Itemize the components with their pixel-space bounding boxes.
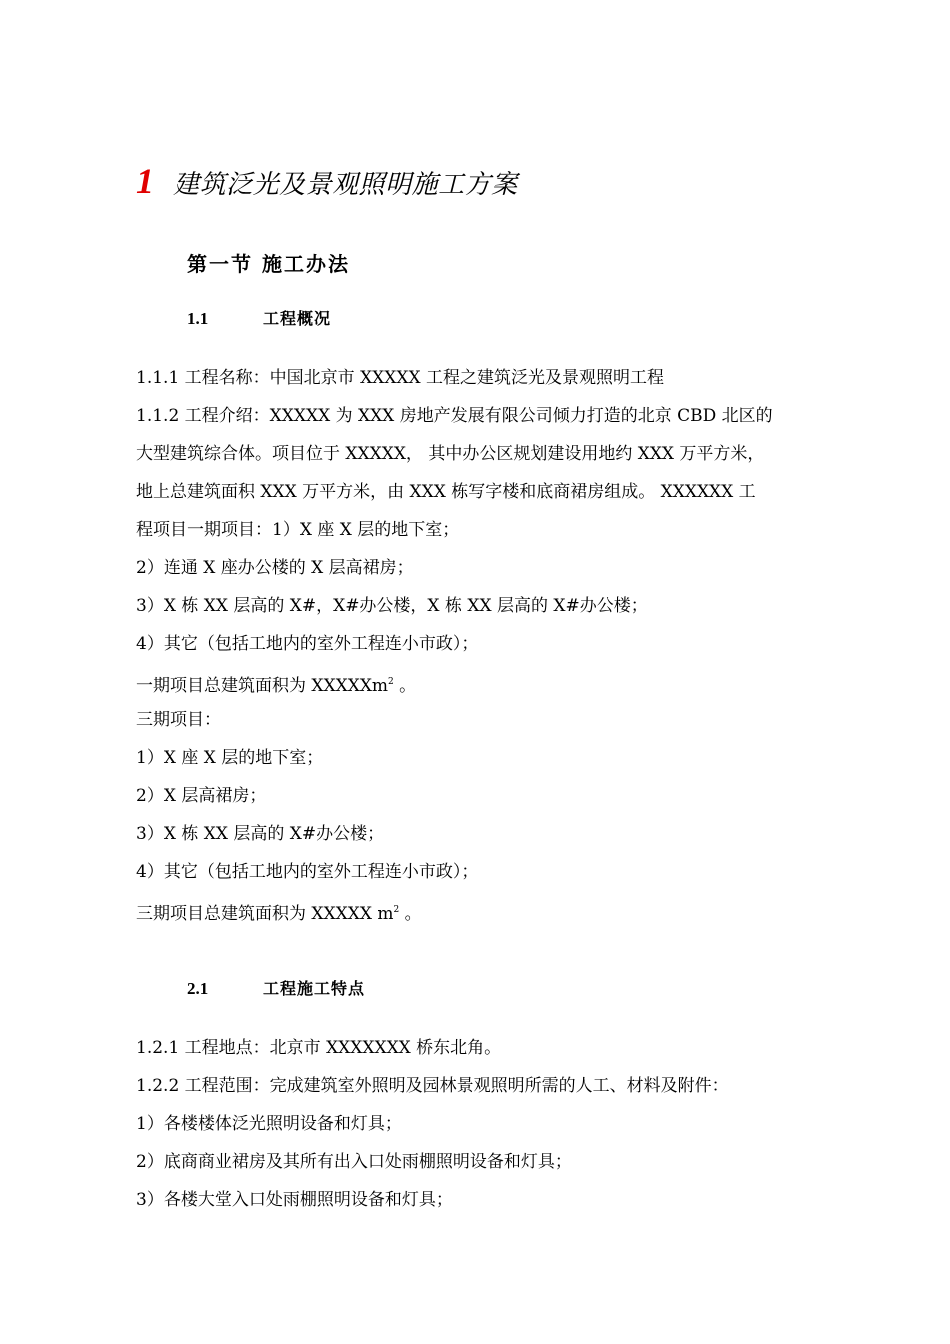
paragraph-line: 3）X 栋 XX 层高的 X#，X#办公楼，X 栋 XX 层高的 X#办公楼；	[136, 596, 648, 616]
superscript-2: 2	[388, 677, 394, 687]
paragraph-line: 1.1.2 工程介绍：XXXXX 为 XXX 房地产发展有限公司倾力打造的北京 CBD 北区的	[136, 406, 773, 426]
paragraph-line: 地上总建筑面积 XXX 万平方米，由 XXX 栋写字楼和底商裙房组成。 XXXXXX 工	[136, 482, 756, 502]
paragraph-line: 1.2.1 工程地点：北京市 XXXXXXX 桥东北角。	[136, 1038, 502, 1058]
superscript-2: 2	[393, 905, 400, 915]
subsection-number: 1.1	[187, 309, 209, 328]
subsection-title: 工程概况	[263, 309, 332, 328]
section-title: 第一节 施工办法	[187, 252, 350, 276]
paragraph-line: 大型建筑综合体。项目位于 XXXXX， 其中办公区规划建设用地约 XXX 万平方米，	[136, 444, 765, 464]
subsection-heading-1	[187, 306, 331, 329]
chapter-heading	[136, 160, 518, 202]
paragraph-line: 2）连通 X 座办公楼的 X 层高裙房；	[136, 558, 414, 578]
paragraph-line: 2）X 层高裙房；	[136, 786, 267, 806]
phase1-total-end: 。	[393, 676, 417, 696]
phase1-total	[136, 672, 416, 696]
paragraph-line: 1）X 座 X 层的地下室；	[136, 748, 324, 768]
phase3-total-end: 。	[399, 904, 422, 924]
paragraph-line: 2）底商商业裙房及其所有出入口处雨棚照明设备和灯具；	[136, 1152, 572, 1172]
subsection-number: 2.1	[187, 979, 209, 998]
paragraph-line: 1.1.1 工程名称：中国北京市 XXXXX 工程之建筑泛光及景观照明工程	[136, 368, 664, 388]
paragraph-line: 1.2.2 工程范围：完成建筑室外照明及园林景观照明所需的人工、材料及附件：	[136, 1076, 729, 1096]
paragraph-line: 3）X 栋 XX 层高的 X#办公楼；	[136, 824, 385, 844]
subsection-title: 工程施工特点	[263, 979, 366, 998]
paragraph-line: 4）其它（包括工地内的室外工程连小市政）；	[136, 862, 479, 882]
phase3-total	[136, 900, 422, 924]
phase3-total-text: 三期项目总建筑面积为 XXXXX m	[136, 904, 394, 924]
paragraph-line: 三期项目：	[136, 710, 221, 730]
paragraph-line: 4）其它（包括工地内的室外工程连小市政）；	[136, 634, 479, 654]
phase1-total-text: 一期项目总建筑面积为 XXXXXm	[136, 676, 389, 696]
subsection-heading-2	[187, 976, 365, 999]
paragraph-line: 程项目一期项目：1）X 座 X 层的地下室；	[136, 520, 460, 540]
paragraph-line: 1）各楼楼体泛光照明设备和灯具；	[136, 1114, 402, 1134]
chapter-number: 1	[136, 161, 154, 201]
chapter-title: 建筑泛光及景观照明施工方案	[173, 170, 518, 200]
paragraph-line: 3）各楼大堂入口处雨棚照明设备和灯具；	[136, 1190, 453, 1210]
